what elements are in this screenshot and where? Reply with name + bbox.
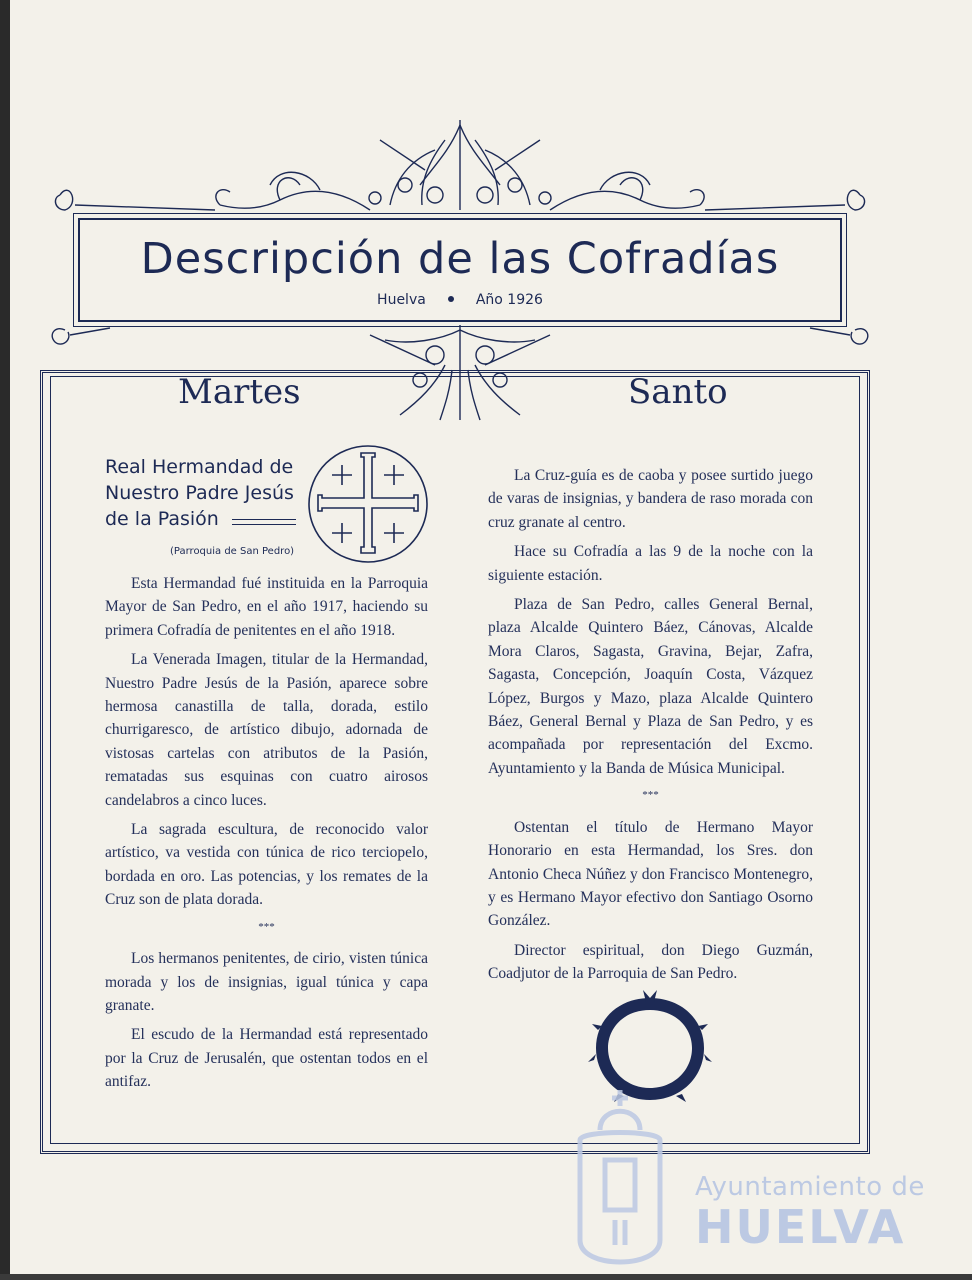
watermark-text-line1: Ayuntamiento de — [695, 1172, 925, 1202]
left-paragraph-3: La sagrada escultura, de reconocido valor artístico, va vestida con túnica de rico terciopelo, bordada en oro. Las potencias, y los remates de la Cruz son de plata dorada. — [105, 821, 428, 909]
hermandad-name-line3: de la Pasión — [105, 508, 219, 530]
left-paragraph-2: La Venerada Imagen, titular de la Hermandad, Nuestro Padre Jesús de la Pasión, aparece sobre hermosa canastilla de talla, dorada, estilo churrigaresco, de artístico dibujo, adornada de vistosas cartelas con atributos de la Pasión, rematadas sus esquinas con cuatro airosos candelabros a cinco luces. — [105, 651, 428, 809]
place-label: Huelva — [377, 292, 426, 308]
right-paragraph-3: Plaza de San Pedro, calles General Bernal, plaza Alcalde Quintero Báez, Cánovas, Alcalde Mora Claros, Sagasta, Gravina, Bejar, Zafra, Sagasta, Concepción, Joaquín Costa, Vázquez López, Burgos y Mazo, plaza Alcalde Quintero Báez, General Bernal y Plaza de San Pedro, y es acompañada por representación del Excmo. Ayuntamiento y la Banda de Música Municipal. — [488, 596, 813, 777]
parish-note: (Parroquia de San Pedro) — [170, 546, 295, 557]
left-paragraph-5: El escudo de la Hermandad está representado por la Cruz de Jerusalén, que ostentan todos en el antifaz. — [105, 1026, 428, 1091]
subtitle-dot — [448, 296, 454, 302]
year-label: Año 1926 — [475, 292, 543, 308]
right-paragraph-5: Director espiritual, don Diego Guzmán, Coadjutor de la Parroquia de San Pedro. — [488, 941, 813, 983]
right-separator: *** — [642, 789, 659, 802]
hermandad-name-line1: Real Hermandad de — [105, 456, 294, 478]
huelva-seal-watermark — [560, 1090, 680, 1270]
right-paragraph-4: Ostentan el título de Hermano Mayor Honorario en esta Hermandad, los Sres. don Antonio Checa Núñez y don Francisco Montenegro, y es Hermano Mayor efectivo don Santiago Osorno González. — [488, 818, 813, 930]
heading-martes: Martes — [178, 372, 301, 412]
title-box — [78, 218, 842, 322]
right-paragraph-1: La Cruz-guía es de caoba y posee surtido juego de varas de insignias, y bandera de raso morada con cruz granate al centro. — [488, 467, 813, 531]
subtitle — [80, 292, 840, 308]
page-binding-edge — [0, 0, 10, 1280]
page-title: Descripción de las Cofradías — [140, 234, 780, 284]
title-rule — [232, 519, 296, 525]
left-column — [105, 572, 428, 1094]
watermark-text-line2: HUELVA — [695, 1200, 906, 1254]
right-paragraph-2: Hace su Cofradía a las 9 de la noche con la siguiente estación. — [488, 543, 813, 584]
left-paragraph-1: Esta Hermandad fué instituida en la Parroquia Mayor de San Pedro, en el año 1917, haciendo su primera Cofradía de penitentes en el año 1918. — [105, 575, 428, 639]
right-column — [488, 464, 813, 986]
jerusalem-cross-emblem — [306, 443, 430, 565]
heading-santo: Santo — [628, 372, 728, 412]
top-ornament — [40, 110, 880, 230]
page-bottom-edge — [0, 1274, 972, 1280]
hermandad-name-line2: Nuestro Padre Jesús — [105, 482, 294, 504]
left-separator: *** — [258, 920, 275, 933]
left-paragraph-4: Los hermanos penitentes, de cirio, visten túnica morada y los de insignias, igual túnica y capa granate. — [105, 950, 428, 1014]
